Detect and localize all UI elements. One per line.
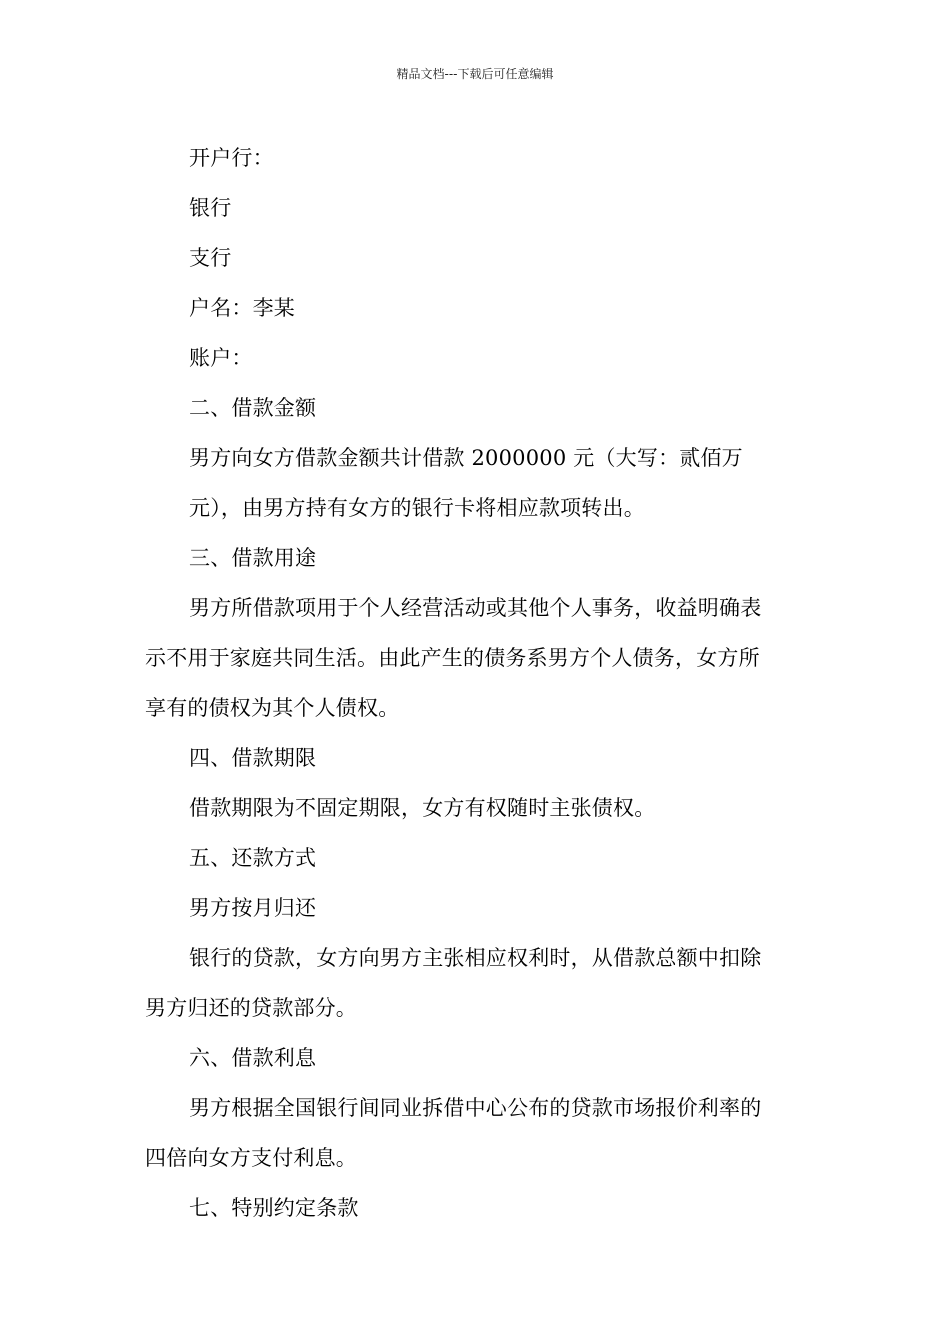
paragraph-line: 男方所借款项用于个人经营活动或其他个人事务，收益明确表 [189,596,762,620]
paragraph-line: 户名：李某 [189,296,295,320]
paragraph-line: 男方归还的贷款部分。 [145,996,357,1020]
document-body [145,133,810,1233]
paragraph-line: 银行 [189,196,232,220]
paragraph-line: 男方根据全国银行间同业拆借中心公布的贷款市场报价利率的 [189,1096,762,1120]
section-heading: 五、还款方式 [189,846,317,870]
paragraph-line: 借款期限为不固定期限，女方有权随时主张债权。 [189,796,656,820]
paragraph-line: 支行 [189,246,232,270]
section-heading: 六、借款利息 [189,1046,317,1070]
paragraph-line: 元），由男方持有女方的银行卡将相应款项转出。 [189,496,645,520]
paragraph-line: 四倍向女方支付利息。 [145,1146,357,1170]
page-header: 精品文档---下载后可任意编辑 [396,67,554,81]
paragraph-line: 享有的债权为其个人债权。 [145,696,400,720]
paragraph-line: 男方向女方借款金额共计借款 2000000 元（大写：贰佰万 [189,446,743,470]
section-heading: 四、借款期限 [189,746,317,770]
section-heading: 三、借款用途 [189,546,317,570]
paragraph-line: 开户行： [189,146,274,170]
paragraph-line: 银行的贷款，女方向男方主张相应权利时，从借款总额中扣除 [189,946,762,970]
section-heading: 二、借款金额 [189,396,317,420]
paragraph-line: 示不用于家庭共同生活。由此产生的债务系男方个人债务，女方所 [145,646,760,670]
paragraph-line: 男方按月归还 [189,896,317,920]
paragraph-line: 账户： [189,346,253,370]
section-heading: 七、特别约定条款 [189,1196,359,1220]
